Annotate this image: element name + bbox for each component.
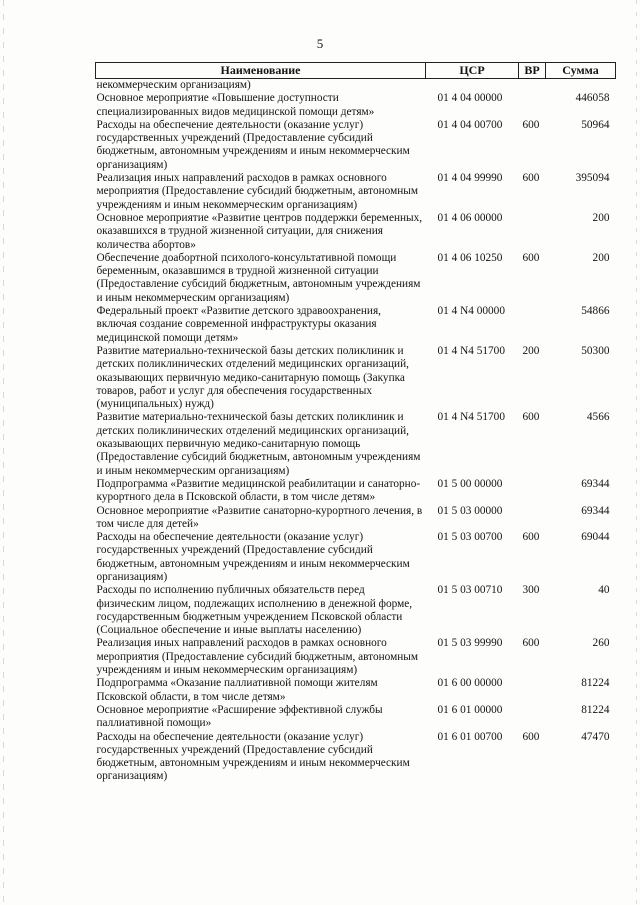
table-row: [96, 252, 616, 305]
row-vr: 600: [522, 637, 540, 650]
row-vr: 200: [522, 344, 540, 357]
row-name: Основное мероприятие «Развитие санаторно-курортного лечения, в том числе для детей»: [96, 504, 423, 530]
row-name: Реализация иных направлений расходов в рамках основного мероприятия (Предоставление субсидий бюджетным, автономным учреждениям и иным некоммерческим организациям): [96, 172, 419, 211]
row-vr: 600: [522, 411, 540, 424]
row-sum: 50300: [581, 344, 610, 357]
row-csr: 01 4 04 00700: [437, 118, 503, 131]
row-sum: 260: [592, 637, 610, 650]
scan-edge-right: [636, 0, 637, 905]
row-name: Подпрограмма «Оказание паллиативной помощи жителям Псковской области, в том числе детям»: [96, 677, 378, 703]
row-vr: 600: [522, 118, 540, 131]
budget-table: [95, 62, 616, 784]
table-row: [96, 212, 616, 252]
row-vr: 600: [522, 251, 540, 264]
row-sum: 200: [592, 211, 610, 224]
table-row: [96, 704, 616, 731]
table-row: [96, 172, 616, 212]
row-sum: 50964: [581, 118, 610, 131]
row-name: Обеспечение доабортной психолого-консультативной помощи беременным, оказавшимся в трудной жизненной ситуации (Предоставление субсидий бюджетным, автономным учреждениям и иным некоммерческим организациям): [96, 251, 421, 304]
row-sum: 4566: [586, 411, 610, 424]
row-csr: 01 4 N4 51700: [437, 411, 505, 424]
header-sum: Сумма: [546, 63, 616, 79]
row-name: Реализация иных направлений расходов в рамках основного мероприятия (Предоставление субсидий бюджетным, автономным учреждениям и иным некоммерческим организациям): [96, 637, 419, 677]
row-vr: 600: [522, 730, 540, 743]
header-vr: ВР: [519, 63, 546, 79]
row-csr: 01 4 04 00000: [437, 92, 503, 105]
row-sum: 69344: [581, 477, 610, 490]
table-row: [96, 531, 616, 584]
row-sum: 446058: [575, 92, 610, 105]
table-row: [96, 119, 616, 172]
row-csr: 01 5 03 00700: [437, 531, 503, 544]
table-row-continuation: [96, 79, 616, 93]
page-number: 5: [316, 36, 324, 51]
row-csr: 01 6 01 00700: [437, 730, 503, 743]
table-row: [96, 584, 616, 637]
row-vr: [519, 305, 546, 345]
row-sum: 40: [598, 584, 610, 597]
row-csr: 01 5 03 99990: [437, 637, 503, 650]
row-vr: [519, 478, 546, 505]
header-csr: ЦСР: [426, 63, 519, 79]
row-vr: 300: [522, 584, 540, 597]
row-sum: 395094: [575, 172, 610, 185]
table-header: [96, 63, 616, 79]
row-vr: 600: [522, 172, 540, 185]
header-name: Наименование: [96, 63, 426, 79]
row-sum: 200: [592, 251, 610, 264]
row-vr: [519, 505, 546, 532]
table-row: [96, 677, 616, 704]
row-name: Федеральный проект «Развитие детского здравоохранения, включая создание современной инфраструктуры оказания медицинской помощи детям»: [96, 305, 381, 344]
table-row: [96, 478, 616, 505]
row-csr: 01 5 00 00000: [437, 477, 503, 490]
row-csr: 01 6 00 00000: [437, 677, 503, 690]
row-csr: 01 4 N4 00000: [437, 305, 505, 318]
table-row: [96, 345, 616, 411]
continuation-text: некоммерческим организациям): [96, 79, 251, 91]
row-csr: 01 6 01 00000: [437, 703, 503, 716]
row-csr: 01 5 03 00000: [437, 504, 503, 517]
table-row: [96, 411, 616, 477]
row-name: Основное мероприятие «Расширение эффективной службы паллиативной помощи»: [96, 703, 383, 730]
row-csr: 01 5 03 00710: [437, 584, 503, 597]
row-name: Расходы на обеспечение деятельности (оказание услуг) государственных учреждений (Предоставление субсидий бюджетным, автономным учреждениям и иным некоммерческим организациям): [96, 730, 410, 783]
table-row: [96, 731, 616, 784]
row-sum: 54866: [581, 305, 610, 318]
row-name: Развитие материально-технической базы детских поликлиник и детских поликлинических отделений медицинских организаций, оказывающих первичную медико-санитарную помощь (Предоставление субсидий бюджетным, автономным учреждениям и иным некоммерческим организациям): [96, 411, 421, 477]
row-sum: 81224: [581, 677, 610, 690]
row-csr: 01 4 04 99990: [437, 172, 503, 185]
scan-edge-left: [3, 0, 4, 905]
row-vr: [519, 704, 546, 731]
row-name: Расходы на обеспечение деятельности (оказание услуг) государственных учреждений (Предоставление субсидий бюджетным, автономным учреждениям и иным некоммерческим организациям): [96, 118, 410, 171]
row-sum: 47470: [581, 730, 610, 743]
row-vr: [519, 212, 546, 252]
row-name: Подпрограмма «Развитие медицинской реабилитации и санаторно-курортного дела в Псковской области, в том числе детям»: [96, 477, 421, 504]
row-csr: 01 4 N4 51700: [437, 344, 505, 357]
row-name: Основное мероприятие «Повышение доступности специализированных видов медицинской помощи детям»: [96, 92, 375, 118]
row-sum: 81224: [581, 703, 610, 716]
row-name: Основное мероприятие «Развитие центров поддержки беременных, оказавшихся в трудной жизненной ситуации, для снижения количества абортов»: [96, 211, 423, 251]
table-row: [96, 637, 616, 677]
row-vr: [519, 677, 546, 704]
row-csr: 01 4 06 00000: [437, 211, 503, 224]
table-row: [96, 305, 616, 345]
row-sum: 69044: [581, 531, 610, 544]
row-vr: 600: [522, 531, 540, 544]
table-row: [96, 92, 616, 119]
table-row: [96, 505, 616, 532]
row-sum: 69344: [581, 504, 610, 517]
row-name: Расходы на обеспечение деятельности (оказание услуг) государственных учреждений (Предоставление субсидий бюджетным, автономным учреждениям и иным некоммерческим организациям): [96, 531, 410, 583]
row-vr: [519, 92, 546, 119]
row-csr: 01 4 06 10250: [437, 251, 503, 264]
row-name: Расходы по исполнению публичных обязательств перед физическим лицом, подлежащих исполнению в денежной форме, государственным бюджетным учреждением Псковской области (Социальное обеспечение и иные выплаты населению): [96, 584, 413, 637]
row-name: Развитие материально-технической базы детских поликлиник и детских поликлинических отделений медицинских организаций, оказывающих первичную медико-санитарную помощь (Закупка товаров, работ и услуг для обеспечения государственных (муниципальных) нужд): [96, 344, 409, 411]
table-body: [96, 79, 616, 784]
